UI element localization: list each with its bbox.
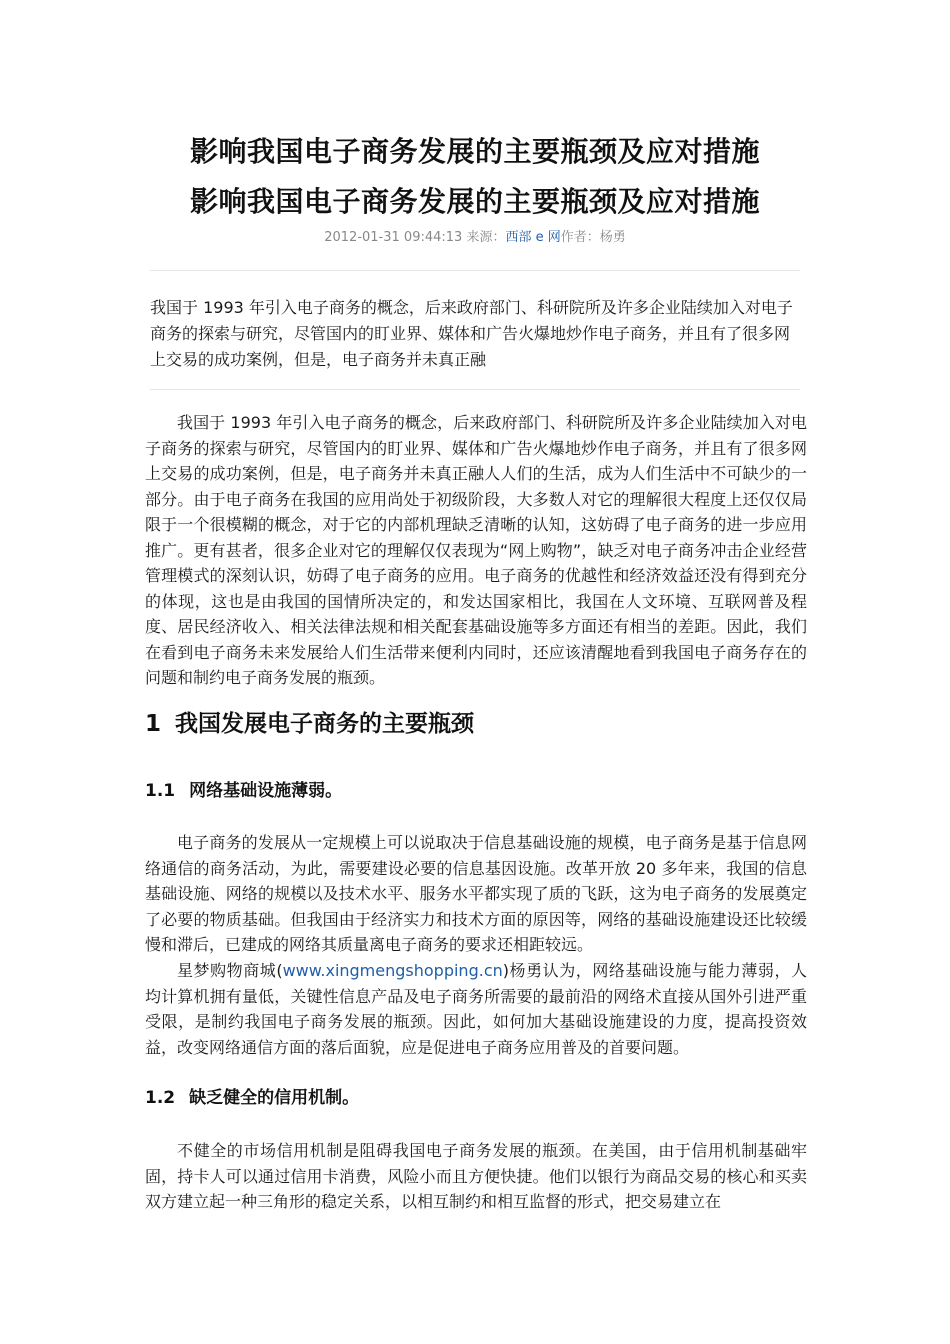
publish-datetime: 2012-01-31 09:44:13 — [324, 230, 463, 245]
section-title: 我国发展电子商务的主要瓶颈 — [175, 711, 475, 737]
paragraph-prefix: 星梦购物商城( — [177, 961, 283, 980]
author-name: 杨勇 — [599, 230, 626, 245]
subsection-title: 网络基础设施薄弱。 — [189, 781, 343, 801]
article-summary: 我国于 1993 年引入电子商务的概念，后来政府部门、科研院所及许多企业陆续加入对电子商务的探索与研究，尽管国内的盯业界、媒体和广告火爆地炒作电子商务，并且有了很多网上交易的成功案例，但是，电子商务并未真正融 — [150, 298, 793, 369]
source-label: 来源： — [466, 230, 506, 245]
subsection-number: 1.2 — [145, 1088, 176, 1108]
article-title-repeat: 影响我国电子商务发展的主要瓶颈及应对措施 — [189, 185, 760, 218]
body-paragraph: 不健全的市场信用机制是阻碍我国电子商务发展的瓶颈。在美国，由于信用机制基础牢固，持卡人可以通过信用卡消费，风险小而且方便快捷。他们以银行为商品交易的核心和买卖双方建立起一种三角形的稳定关系，以相互制约和相互监督的形式，把交易建立在 — [145, 1141, 807, 1211]
article-meta — [0, 229, 950, 247]
intro-paragraph: 我国于 1993 年引入电子商务的概念，后来政府部门、科研院所及许多企业陆续加入对电子商务的探索与研究，尽管国内的盯业界、媒体和广告火爆地炒作电子商务，并且有了很多网上交易的成功案例，但是，电子商务并未真正融人人们的生活，成为人们生活中不可缺少的一部分。由于电子商务在我国的应用尚处于初级阶段，大多数人对它的理解很大程度上还仅仅局限于一个很模糊的概念，对于它的内部机理缺乏清晰的认知，这妨碍了电子商务的进一步应用推广。更有甚者，很多企业对它的理解仅仅表现为“网上购物”，缺乏对电子商务冲击企业经营管理模式的深刻认识，妨碍了电子商务的应用。电子商务的优越性和经济效益还没有得到充分的体现，这也是由我国的国情所决定的，和发达国家相比，我国在人文环境、互联网普及程度、居民经济收入、相关法律法规和相关配套基础设施等多方面还有相当的差距。因此，我们在看到电子商务未来发展给人们生活带来便利内同时，还应该清醒地看到我国电子商务存在的问题和制约电子商务发展的瓶颈。 — [145, 413, 807, 687]
article-title: 影响我国电子商务发展的主要瓶颈及应对措施 — [189, 135, 760, 168]
body-paragraph-with-link — [145, 958, 807, 1060]
subsection-heading — [145, 1086, 359, 1110]
shop-link[interactable]: www.xingmengshopping.cn — [282, 961, 503, 980]
source-link[interactable]: 西部 e 网 — [505, 230, 561, 245]
paragraph-suffix: )杨勇认为，网络基础设施与能力薄弱，人均计算机拥有量低，关键性信息产品及电子商务所需要的最前沿的网络术直接从国外引进严重受限，是制约我国电子商务发展的瓶颈。因此，如何加大基础设施建设的力度，提高投资效益，改变网络通信方面的落后面貌，应是促进电子商务应用普及的首要问题。 — [145, 961, 808, 1057]
subsection-heading — [145, 779, 342, 803]
author-label: 作者： — [560, 230, 600, 245]
summary-box — [150, 270, 800, 390]
body-paragraph: 电子商务的发展从一定规模上可以说取决于信息基础设施的规模，电子商务是基于信息网络通信的商务活动，为此，需要建设必要的信息基因设施。改革开放 20 多年来，我国的信息基础设施、网络的规模以及技术水平、服务水平都实现了质的飞跃，这为电子商务的发展奠定了必要的物质基础。但我国由于经济实力和技术方面的原因等，网络的基础设施建设还比较缓慢和滞后，已建成的网络其质量离电子商务的要求还相距较远。 — [145, 833, 807, 954]
section-number: 1 — [145, 711, 162, 737]
subsection-number: 1.1 — [145, 781, 176, 801]
section-heading — [145, 708, 474, 740]
subsection-title: 缺乏健全的信用机制。 — [189, 1088, 360, 1108]
